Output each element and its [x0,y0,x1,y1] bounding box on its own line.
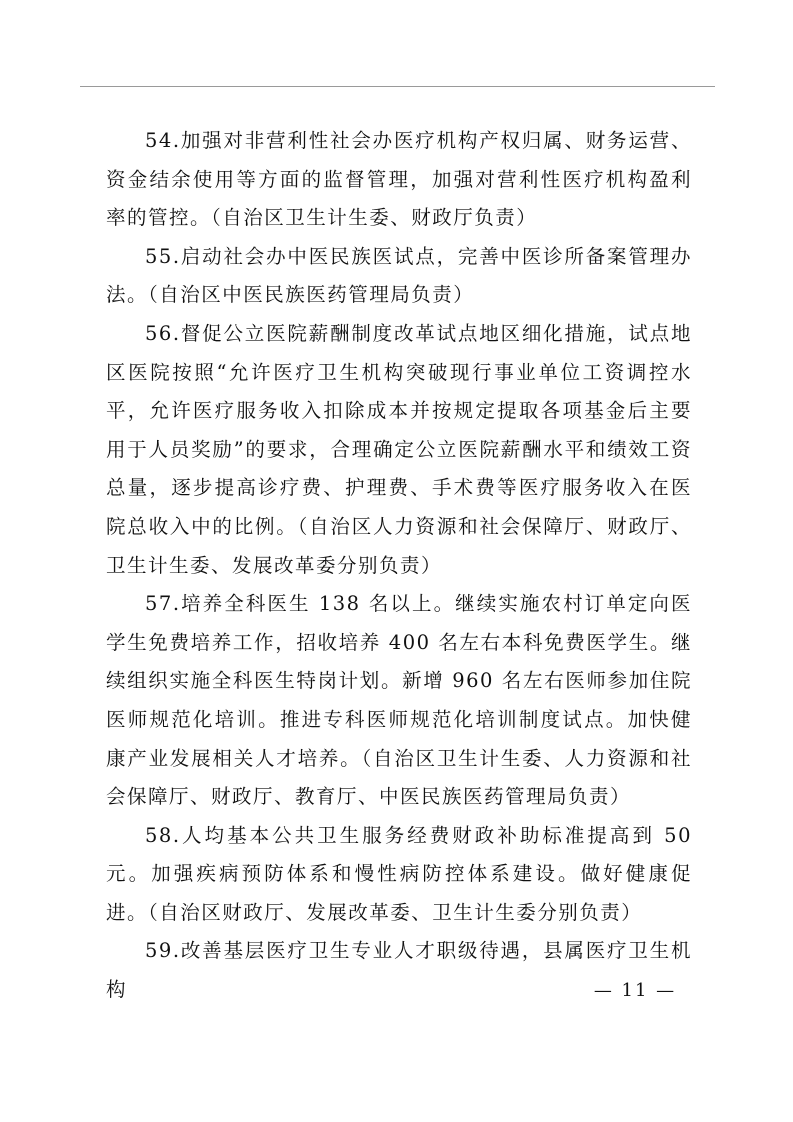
paragraph-59: 59.改善基层医疗卫生专业人才职级待遇，县属医疗卫生机构 [106,939,692,1002]
paragraph-56: 56.督促公立医院薪酬制度改革试点地区细化措施，试点地区医院按照“允许医疗卫生机构突破现行事业单位工资调控水平，允许医疗服务收入扣除成本并按规定提取各项基金后主要用于人员奖励”的要求，合理确定公立医院薪酬水平和绩效工资总量，逐步提高诊疗费、护理费、手术费等医疗服务收入在医院总收入中的比例。（自治区人力资源和社会保障厅、财政厅、卫生计生委、发展改革委分别负责） [106,321,692,577]
header-rule [80,86,715,87]
paragraph-54: 54.加强对非营利性社会办医疗机构产权归属、财务运营、资金结余使用等方面的监督管理，加强对营利性医疗机构盈利率的管控。（自治区卫生计生委、财政厅负责） [106,129,692,230]
document-body [106,122,692,1010]
paragraph-57: 57.培养全科医生 138 名以上。继续实施农村订单定向医学生免费培养工作，招收培养 400 名左右本科免费医学生。继续组织实施全科医生特岗计划。新增 960 名左右医师参加住院医师规范化培训。推进专科医师规范化培训制度试点。加快健康产业发展相关人才培养。（自治区卫生计生委、人力资源和社会保障厅、财政厅、教育厅、中医民族医药管理局负责） [106,592,692,809]
page-number: — 11 — [593,980,677,1001]
paragraph-55: 55.启动社会办中医民族医试点，完善中医诊所备案管理办法。（自治区中医民族医药管理局负责） [106,244,692,307]
paragraph-58: 58.人均基本公共卫生服务经费财政补助标准提高到 50 元。加强疾病预防体系和慢性病防控体系建设。做好健康促进。（自治区财政厅、发展改革委、卫生计生委分别负责） [106,823,692,924]
